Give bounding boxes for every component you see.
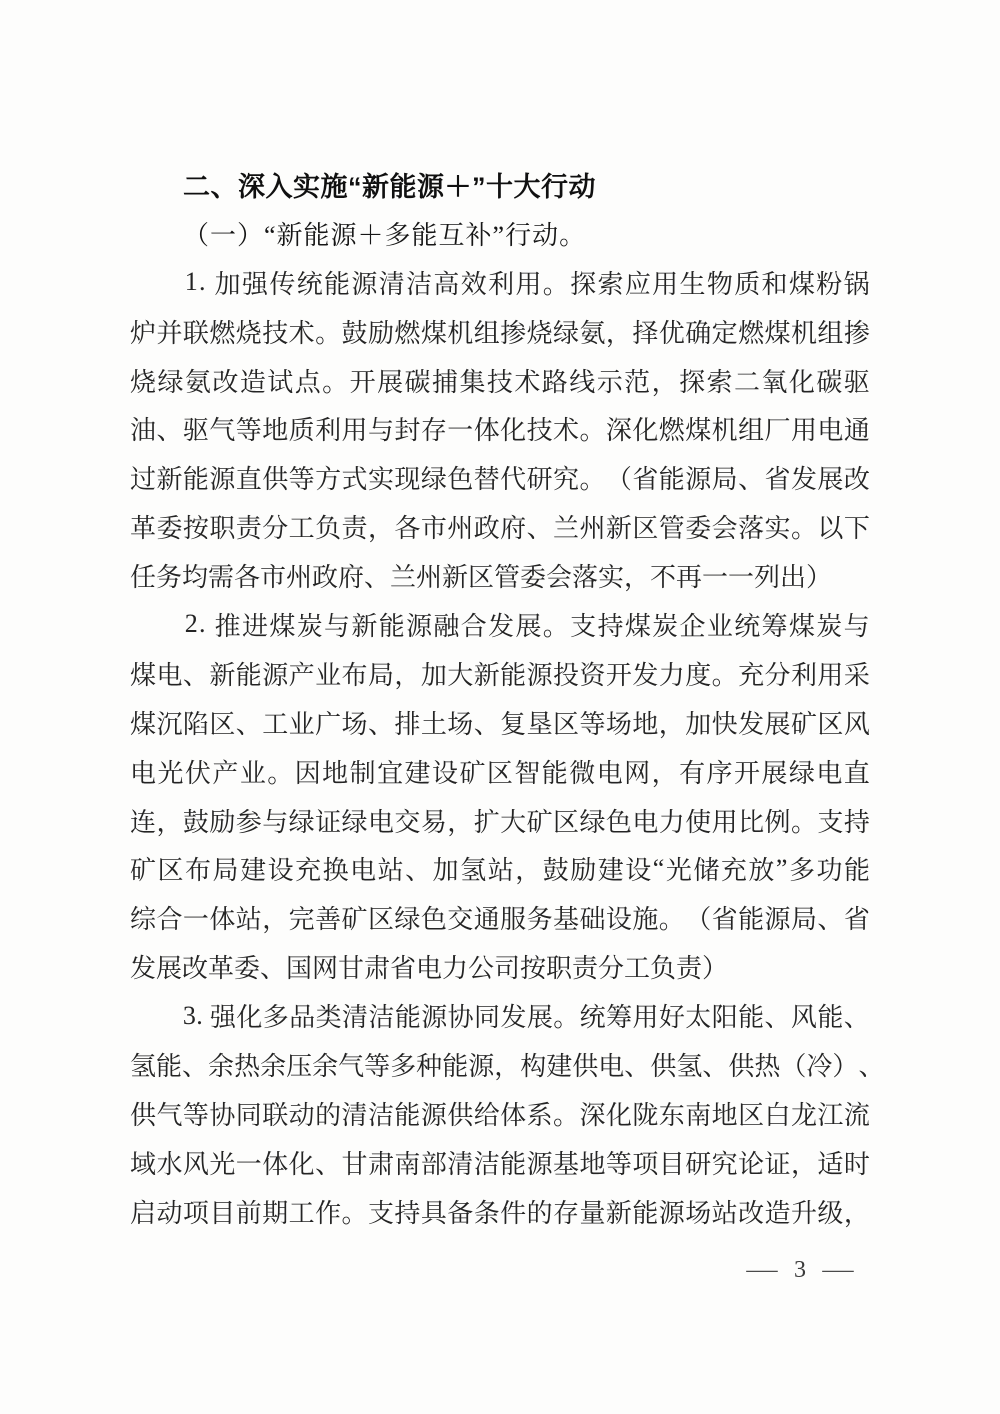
body-line: 3 . 强 化 多 品 类 清 洁 能 源 协 同 发 展 。 统 筹 用 好 太 阳 能 、 风 能 、: [182, 1000, 870, 1033]
page-number-dash-left: —: [746, 1256, 778, 1283]
body-line: 烧 绿 氨 改 造 试 点 。 开 展 碳 捕 集 技 术 路 线 示 范 ， 探 索 二 氧 化 碳 驱: [130, 367, 870, 397]
body-line: 供 气 等 协 同 联 动 的 清 洁 能 源 供 给 体 系 。 深 化 陇 东 南 地 区 白 龙 江 流: [130, 1100, 870, 1130]
body-line: 2 . 推 进 煤 炭 与 新 能 源 融 合 发 展 。 支 持 煤 炭 企 业 统 筹 煤 炭 与: [184, 609, 870, 641]
body-line: 启 动 项 目 前 期 工 作 。 支 持 具 备 条 件 的 存 量 新 能 源 场 站 改 造 升 级 ，: [130, 1198, 870, 1228]
body-line: 域 水 风 光 一 体 化 、 甘 肃 南 部 清 洁 能 源 基 地 等 项 目 研 究 论 证 ， 适 时: [130, 1149, 870, 1179]
body-line: 煤 沉 陷 区 、 工 业 广 场 、 排 土 场 、 复 垦 区 等 场 地 ， 加 快 发 展 矿 区 风: [130, 709, 870, 739]
body-line: 油 、 驱 气 等 地 质 利 用 与 封 存 一 体 化 技 术 。 深 化 燃 煤 机 组 厂 用 电 通: [130, 416, 870, 446]
document-content: [130, 160, 885, 1236]
section-heading: 二、深入实施“新能源＋”十大行动: [183, 171, 596, 202]
body-text: [130, 258, 885, 1236]
body-line: 革 委 按 职 责 分 工 负 责 ， 各 市 州 政 府 、 兰 州 新 区 管 委 会 落 实 。 以 下: [130, 514, 870, 544]
body-line: 煤 电 、 新 能 源 产 业 布 局 ， 加 大 新 能 源 投 资 开 发 力 度 。 充 分 利 用 采: [130, 660, 870, 690]
body-line: 电 光 伏 产 业 。 因 地 制 宜 建 设 矿 区 智 能 微 电 网 ， 有 序 开 展 绿 电 直: [130, 758, 870, 788]
body-line: 1 . 加 强 传 统 能 源 清 洁 高 效 利 用 。 探 索 应 用 生 物 质 和 煤 粉 锅: [184, 267, 870, 299]
body-line: 发展改革委、国网甘肃省电力公司按职责分工负责）: [130, 954, 729, 984]
body-line: 任务均需各市州政府、兰州新区管委会落实，不再一一列出）: [130, 563, 833, 593]
body-line: 氢 能 、 余 热 余 压 余 气 等 多 种 能 源 ， 构 建 供 电 、 供 氢 、 供 热 （ 冷 ） 、: [130, 1051, 885, 1081]
page-number-dash-right: —: [822, 1256, 854, 1283]
body-line: 矿 区 布 局 建 设 充 换 电 站 、 加 氢 站 ， 鼓 励 建 设 “ 光 储 充 放 ” 多 功 能: [130, 853, 870, 886]
body-line: 综 合 一 体 站 ， 完 善 矿 区 绿 色 交 通 服 务 基 础 设 施 。 （ 省 能 源 局 、 省: [130, 905, 870, 935]
body-line: 炉 并 联 燃 烧 技 术 。 鼓 励 燃 煤 机 组 掺 烧 绿 氨 ， 择 优 确 定 燃 煤 机 组 掺: [130, 318, 870, 348]
body-line: 连 ， 鼓 励 参 与 绿 证 绿 电 交 易 ， 扩 大 矿 区 绿 色 电 力 使 用 比 例 。 支 持: [130, 807, 870, 837]
page-number: [730, 1250, 870, 1290]
body-line: 过 新 能 源 直 供 等 方 式 实 现 绿 色 替 代 研 究 。 （ 省 能 源 局 、 省 发 展 改: [130, 465, 870, 495]
subsection-heading: （一）“新能源＋多能互补”行动。: [183, 220, 587, 250]
page-number-value: 3: [794, 1256, 806, 1283]
